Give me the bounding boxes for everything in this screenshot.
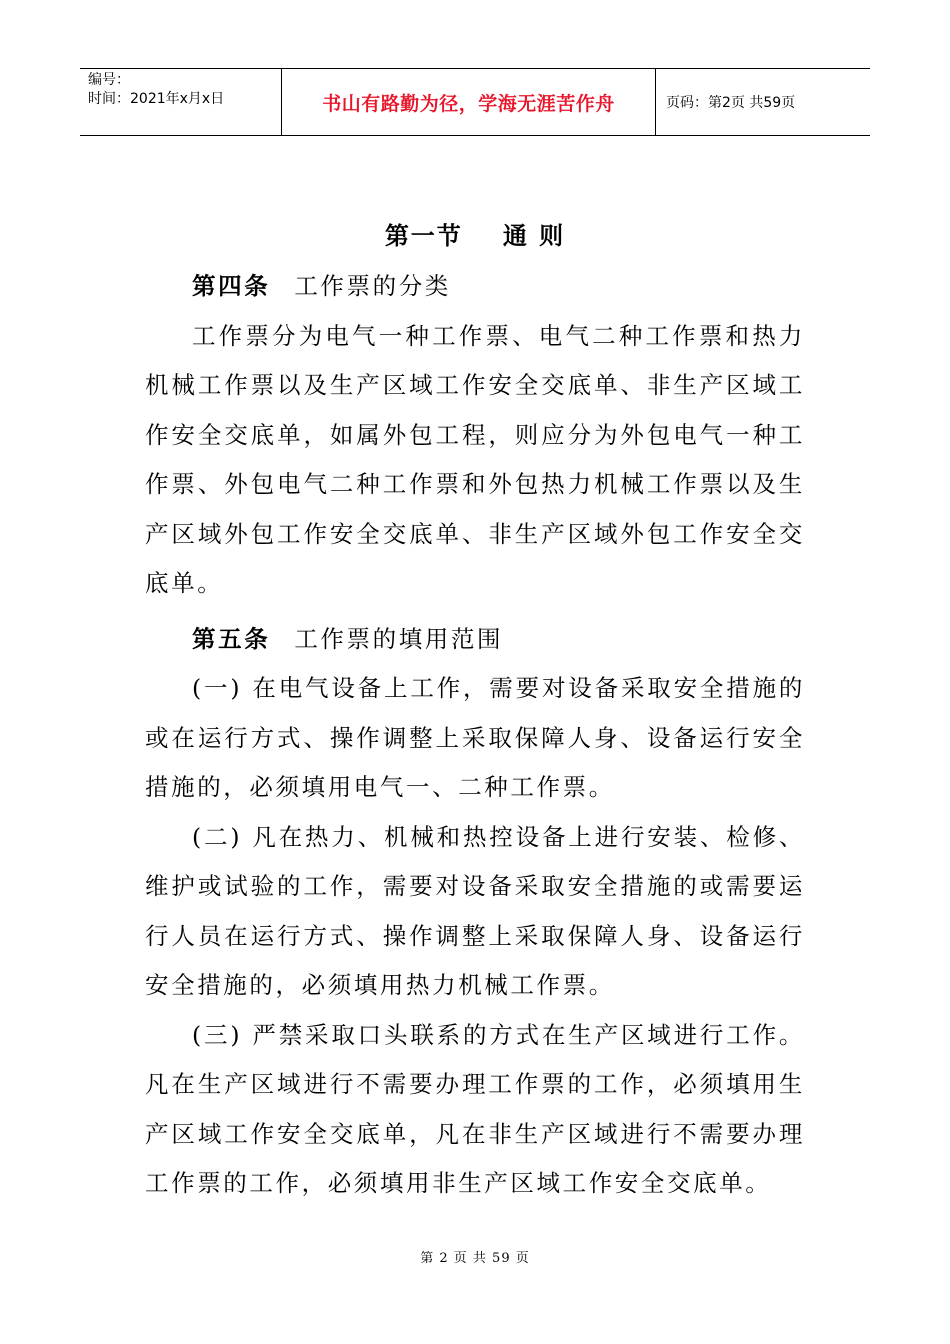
article-heading bbox=[145, 615, 805, 665]
document-time-label: 时间：2021年x月x日 bbox=[88, 91, 225, 107]
article-paragraph: (二) 凡在热力、机械和热控设备上进行安装、检修、维护或试验的工作，需要对设备采取安全措施的或需要运行人员在运行方式、操作调整上采取保障人身、设备运行安全措施的，必须填用热力机械工作票。 bbox=[145, 822, 805, 999]
article-paragraph: 工作票分为电气一种工作票、电气二种工作票和热力机械工作票以及生产区域工作安全交底单、非生产区域工作安全交底单，如属外包工程，则应分为外包电气一种工作票、外包电气二种工作票和外包热力机械工作票以及生产区域外包工作安全交底单、非生产区域外包工作安全交底单。 bbox=[145, 321, 805, 597]
section-title-name: 通 则 bbox=[502, 222, 566, 250]
header-meta bbox=[80, 69, 282, 135]
document-number-label: 编号： bbox=[88, 72, 130, 88]
header-page-code-cell bbox=[656, 69, 870, 135]
section-title bbox=[0, 216, 950, 251]
article-title: 工作票的填用范围 bbox=[294, 624, 504, 653]
page-header bbox=[80, 68, 870, 136]
article-paragraph: (一) 在电气设备上工作，需要对设备采取安全措施的或在运行方式、操作调整上采取保障人身、设备运行安全措施的，必须填用电气一、二种工作票。 bbox=[145, 674, 805, 801]
page-footer: 第 2 页 共 59 页 bbox=[420, 1251, 530, 1266]
document-body bbox=[145, 262, 805, 1209]
article-number: 第五条 bbox=[192, 624, 271, 653]
article-number: 第四条 bbox=[192, 272, 271, 300]
header-page-code: 页码：第2页 共59页 bbox=[666, 95, 796, 111]
article-heading bbox=[145, 262, 805, 312]
header-motto-cell bbox=[282, 69, 656, 135]
section-title-number: 第一节 bbox=[384, 222, 463, 250]
article-title: 工作票的分类 bbox=[294, 272, 451, 300]
header-motto: 书山有路勤为径，学海无涯苦作舟 bbox=[322, 92, 615, 115]
article-paragraph: (三) 严禁采取口头联系的方式在生产区域进行工作。凡在生产区域进行不需要办理工作票的工作，必须填用生产区域工作安全交底单，凡在非生产区域进行不需要办理工作票的工作，必须填用非生产区域工作安全交底单。 bbox=[145, 1020, 805, 1197]
